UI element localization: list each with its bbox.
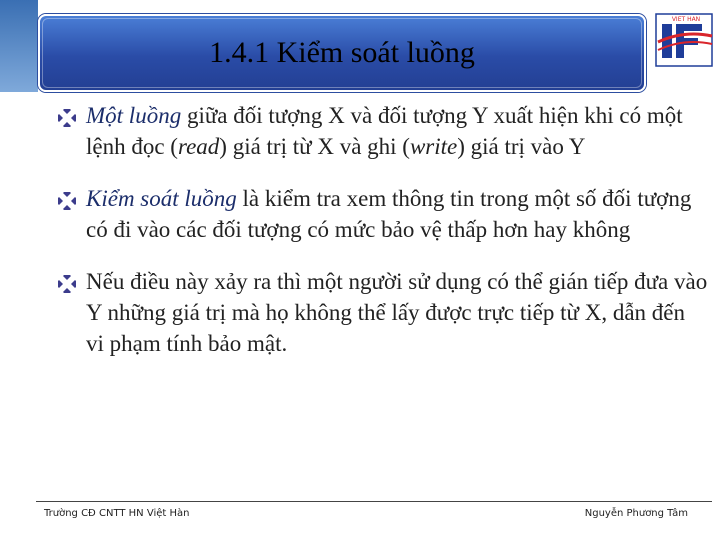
footer-divider [36, 501, 712, 502]
bullet-text: write [409, 134, 458, 159]
diamond-bullet-icon [58, 275, 76, 293]
bullet-item [58, 266, 708, 359]
bullet-text: Nếu điều này xảy ra thì một người sử dụng có thể gián tiếp đưa vào Y những giá trị mà họ không thể lấy được trực tiếp từ X, dẫn đến vi phạm tính bảo mật. [86, 269, 708, 356]
logo-text: VIET HAN [671, 16, 701, 23]
bullet-text: giữa đối tượng X và đối tượng Y xuất hiện khi có một lệnh đọc ( [86, 103, 683, 159]
footer-author: Nguyễn Phương Tâm [584, 508, 688, 519]
footer-institution: Trường CĐ CNTT HN Việt Hàn [44, 508, 190, 519]
slide-title: 1.4.1 Kiểm soát luồng [209, 36, 475, 69]
left-accent-bar [0, 0, 38, 92]
college-logo-icon [650, 10, 716, 70]
bullet-item [58, 183, 708, 245]
bullet-text: Một luồng [86, 103, 182, 128]
diamond-bullet-icon [58, 109, 76, 127]
diamond-bullet-icon [58, 192, 76, 210]
bullet-text: là kiểm tra xem thông tin trong một số đối tượng có đi vào các đối tượng có mức bảo vệ thấp hơn hay không [86, 186, 692, 242]
title-bar [38, 14, 646, 92]
bullet-item [58, 100, 708, 162]
bullet-text: ) giá trị từ X và ghi ( [219, 134, 410, 159]
bullet-text: read [177, 134, 220, 159]
bullet-text: ) giá trị vào Y [457, 134, 586, 159]
bullet-list [58, 100, 708, 380]
bullet-text: Kiểm soát luồng [86, 186, 237, 211]
